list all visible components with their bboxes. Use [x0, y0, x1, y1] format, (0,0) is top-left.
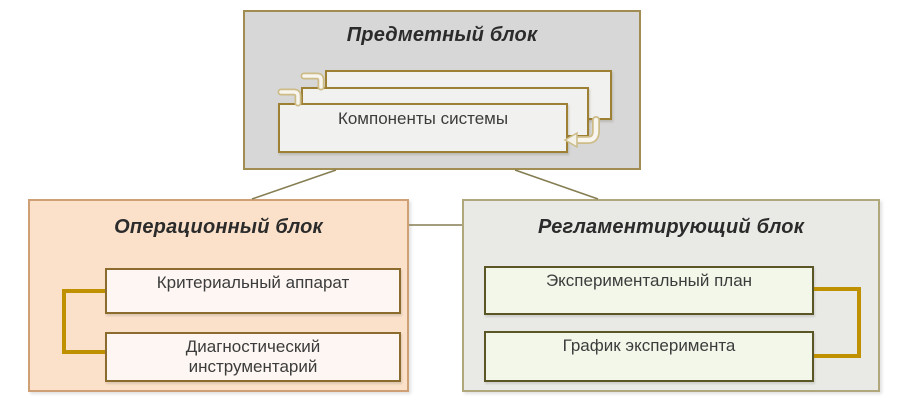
regulatory-item-plan [484, 266, 814, 315]
regulatory-item-plan-label: Экспериментальный план [545, 271, 753, 290]
regulatory-block-title: Регламентирующий блок [537, 216, 805, 238]
operational-item-criteria [105, 268, 401, 314]
operational-block-title: Операционный блок [114, 216, 323, 238]
regulatory-item-schedule [484, 331, 814, 382]
operational-item-criteria-label: Критериальный аппарат [156, 273, 350, 292]
operational-item-diagnostics-label: Диагностический инструментарий [185, 337, 321, 377]
connector-subject-operational [252, 170, 336, 199]
connector-subject-regulatory [515, 170, 598, 199]
regulatory-item-schedule-label: График эксперимента [562, 336, 736, 355]
stack-card-front [278, 103, 568, 153]
subject-block-title: Предметный блок [346, 24, 538, 46]
stack-card-label: Компоненты системы [337, 109, 509, 128]
operational-item-diagnostics [105, 332, 401, 382]
